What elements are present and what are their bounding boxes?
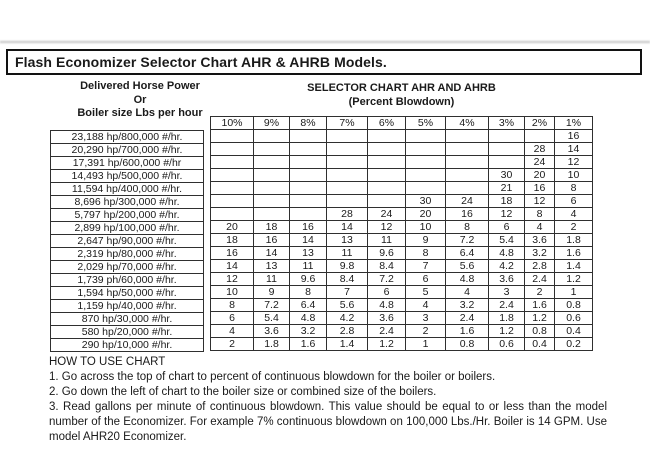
percent-header-cell: 1% bbox=[555, 117, 593, 130]
gpm-cell: 6 bbox=[406, 273, 446, 286]
gpm-cell bbox=[327, 156, 368, 169]
gpm-cell bbox=[254, 208, 290, 221]
boiler-size-label: 5,797 hp/200,000 #/hr. bbox=[51, 209, 204, 222]
boiler-size-label: 1,159 hp/40,000 #/hr. bbox=[51, 300, 204, 313]
gpm-row bbox=[211, 338, 593, 351]
gpm-row bbox=[211, 299, 593, 312]
gpm-cell bbox=[406, 169, 446, 182]
gpm-cell: 4.8 bbox=[446, 273, 489, 286]
gpm-cell: 1.6 bbox=[525, 299, 555, 312]
gpm-cell: 10 bbox=[211, 286, 254, 299]
gpm-cell: 1 bbox=[406, 338, 446, 351]
gpm-cell bbox=[446, 169, 489, 182]
gpm-cell: 0.8 bbox=[525, 325, 555, 338]
left-header-line1: Delivered Horse Power bbox=[80, 80, 200, 92]
boiler-size-table bbox=[50, 130, 204, 352]
gpm-cell bbox=[290, 130, 327, 143]
gpm-cell: 0.6 bbox=[555, 312, 593, 325]
gpm-cell: 6.4 bbox=[290, 299, 327, 312]
boiler-row bbox=[51, 222, 204, 235]
gpm-cell bbox=[446, 130, 489, 143]
gpm-cell bbox=[211, 130, 254, 143]
boiler-size-label: 1,594 hp/50,000 #/hr. bbox=[51, 287, 204, 300]
gpm-row bbox=[211, 234, 593, 247]
gpm-cell: 8 bbox=[446, 221, 489, 234]
boiler-size-label: 2,899 hp/100,000 #/hr. bbox=[51, 222, 204, 235]
gpm-cell: 0.8 bbox=[555, 299, 593, 312]
gpm-cell: 6 bbox=[368, 286, 406, 299]
gpm-cell bbox=[406, 156, 446, 169]
percent-header-cell: 6% bbox=[368, 117, 406, 130]
gpm-cell: 7.2 bbox=[446, 234, 489, 247]
gpm-cell bbox=[327, 182, 368, 195]
gpm-cell: 5.4 bbox=[254, 312, 290, 325]
gpm-cell bbox=[525, 130, 555, 143]
boiler-row bbox=[51, 261, 204, 274]
gpm-cell bbox=[368, 182, 406, 195]
gpm-cell: 5.4 bbox=[489, 234, 525, 247]
boiler-size-label: 2,647 hp/90,000 #/hr. bbox=[51, 235, 204, 248]
gpm-cell bbox=[290, 195, 327, 208]
percent-header-cell: 10% bbox=[211, 117, 254, 130]
gpm-row bbox=[211, 221, 593, 234]
boiler-row bbox=[51, 287, 204, 300]
boiler-row bbox=[51, 157, 204, 170]
gpm-cell bbox=[406, 182, 446, 195]
boiler-size-label: 20,290 hp/700,000 #/hr. bbox=[51, 144, 204, 157]
gpm-cell: 13 bbox=[290, 247, 327, 260]
gpm-cell: 3.6 bbox=[525, 234, 555, 247]
boiler-size-label: 2,029 hp/70,000 #/hr. bbox=[51, 261, 204, 274]
gpm-cell: 12 bbox=[555, 156, 593, 169]
gpm-cell: 7 bbox=[327, 286, 368, 299]
gpm-cell: 1 bbox=[555, 286, 593, 299]
gpm-cell bbox=[290, 169, 327, 182]
gpm-cell bbox=[446, 182, 489, 195]
gpm-cell: 4 bbox=[446, 286, 489, 299]
gpm-cell bbox=[406, 143, 446, 156]
gpm-cell: 1.6 bbox=[290, 338, 327, 351]
boiler-row bbox=[51, 209, 204, 222]
gpm-cell: 12 bbox=[368, 221, 406, 234]
instructions-heading: HOW TO USE CHART bbox=[49, 356, 166, 368]
gpm-cell: 8 bbox=[406, 247, 446, 260]
gpm-row bbox=[211, 325, 593, 338]
gpm-cell: 8 bbox=[211, 299, 254, 312]
boiler-row bbox=[51, 300, 204, 313]
gpm-cell: 1.8 bbox=[555, 234, 593, 247]
gpm-cell: 2.4 bbox=[525, 273, 555, 286]
percent-header-row bbox=[211, 117, 593, 130]
gpm-cell: 24 bbox=[525, 156, 555, 169]
gpm-cell: 7.2 bbox=[254, 299, 290, 312]
selector-header-line1: SELECTOR CHART AHR AND AHRB bbox=[307, 82, 496, 94]
gpm-cell bbox=[489, 143, 525, 156]
gpm-cell: 3.2 bbox=[525, 247, 555, 260]
gpm-cell: 9 bbox=[254, 286, 290, 299]
gpm-cell bbox=[368, 143, 406, 156]
selector-chart-header bbox=[210, 81, 593, 109]
left-header-line3: Boiler size Lbs per hour bbox=[77, 107, 203, 119]
boiler-row bbox=[51, 274, 204, 287]
gpm-cell: 12 bbox=[525, 195, 555, 208]
gpm-cell: 0.2 bbox=[555, 338, 593, 351]
selector-header-line2: (Percent Blowdown) bbox=[348, 96, 455, 108]
gpm-cell bbox=[254, 156, 290, 169]
gpm-cell: 8 bbox=[290, 286, 327, 299]
instruction-item-3: 3. Read gallons per minute of continuous blowdown. This value should be equal to or less than the model number of the Economizer. For example 7% continuous blowdown on 100,000 Lbs./Hr. Boiler is 14 GPM. Use model AHR20 Economizer. bbox=[49, 401, 607, 443]
gpm-row bbox=[211, 273, 593, 286]
gpm-cell: 6 bbox=[211, 312, 254, 325]
gpm-cell: 2.4 bbox=[368, 325, 406, 338]
gpm-cell: 3.2 bbox=[446, 299, 489, 312]
gpm-cell: 2 bbox=[211, 338, 254, 351]
gpm-cell: 8.4 bbox=[327, 273, 368, 286]
gpm-cell: 13 bbox=[327, 234, 368, 247]
gpm-row bbox=[211, 260, 593, 273]
gpm-cell: 1.6 bbox=[446, 325, 489, 338]
gpm-cell bbox=[211, 169, 254, 182]
gpm-cell: 20 bbox=[211, 221, 254, 234]
gpm-cell bbox=[290, 143, 327, 156]
gpm-row bbox=[211, 130, 593, 143]
gpm-cell: 3.6 bbox=[254, 325, 290, 338]
gpm-cell: 16 bbox=[525, 182, 555, 195]
percent-header-cell: 7% bbox=[327, 117, 368, 130]
percent-header-cell: 3% bbox=[489, 117, 525, 130]
gpm-cell: 4.8 bbox=[368, 299, 406, 312]
title-box bbox=[6, 49, 642, 75]
gpm-row bbox=[211, 312, 593, 325]
boiler-size-label: 11,594 hp/400,000 #/hr. bbox=[51, 183, 204, 196]
gpm-cell: 0.4 bbox=[525, 338, 555, 351]
gpm-cell: 20 bbox=[525, 169, 555, 182]
boiler-row bbox=[51, 170, 204, 183]
boiler-size-label: 580 hp/20,000 #/hr. bbox=[51, 326, 204, 339]
left-column-header bbox=[50, 80, 230, 121]
gpm-cell: 4.2 bbox=[327, 312, 368, 325]
gpm-cell: 1.2 bbox=[555, 273, 593, 286]
boiler-row bbox=[51, 235, 204, 248]
gpm-cell: 9.8 bbox=[327, 260, 368, 273]
left-header-line2: Or bbox=[133, 93, 147, 106]
gpm-cell: 0.6 bbox=[489, 338, 525, 351]
gpm-cell: 0.4 bbox=[555, 325, 593, 338]
gpm-cell: 28 bbox=[327, 208, 368, 221]
gpm-row bbox=[211, 195, 593, 208]
gpm-cell bbox=[211, 182, 254, 195]
gpm-cell: 0.8 bbox=[446, 338, 489, 351]
gpm-cell: 2 bbox=[555, 221, 593, 234]
blowdown-grid-body bbox=[211, 130, 593, 351]
gpm-cell: 12 bbox=[211, 273, 254, 286]
gpm-cell: 14 bbox=[211, 260, 254, 273]
gpm-cell: 24 bbox=[368, 208, 406, 221]
gpm-cell: 18 bbox=[489, 195, 525, 208]
gpm-cell: 7.2 bbox=[368, 273, 406, 286]
gpm-cell: 11 bbox=[290, 260, 327, 273]
gpm-cell: 4 bbox=[555, 208, 593, 221]
gpm-row bbox=[211, 208, 593, 221]
boiler-row bbox=[51, 339, 204, 352]
gpm-cell bbox=[327, 195, 368, 208]
gpm-cell: 3 bbox=[489, 286, 525, 299]
gpm-cell: 1.2 bbox=[489, 325, 525, 338]
blowdown-grid-table bbox=[210, 116, 593, 351]
gpm-cell: 30 bbox=[489, 169, 525, 182]
gpm-cell: 1.8 bbox=[489, 312, 525, 325]
boiler-size-label: 290 hp/10,000 #/hr. bbox=[51, 339, 204, 352]
gpm-cell: 3.6 bbox=[489, 273, 525, 286]
gpm-cell: 4.8 bbox=[290, 312, 327, 325]
gpm-cell bbox=[489, 156, 525, 169]
how-to-use-section bbox=[49, 355, 607, 445]
gpm-cell: 1.2 bbox=[368, 338, 406, 351]
boiler-size-label: 14,493 hp/500,000 #/hr. bbox=[51, 170, 204, 183]
boiler-size-table-body bbox=[51, 131, 204, 352]
gpm-cell bbox=[446, 156, 489, 169]
boiler-row bbox=[51, 313, 204, 326]
gpm-cell: 9 bbox=[406, 234, 446, 247]
gpm-cell bbox=[368, 130, 406, 143]
gpm-cell: 2.4 bbox=[446, 312, 489, 325]
gpm-cell bbox=[290, 208, 327, 221]
boiler-size-label: 23,188 hp/800,000 #/hr. bbox=[51, 131, 204, 144]
gpm-cell bbox=[368, 156, 406, 169]
percent-header-cell: 2% bbox=[525, 117, 555, 130]
gpm-cell bbox=[327, 130, 368, 143]
gpm-cell: 2.8 bbox=[525, 260, 555, 273]
gpm-cell: 11 bbox=[327, 247, 368, 260]
gpm-cell: 6 bbox=[489, 221, 525, 234]
gpm-cell bbox=[368, 169, 406, 182]
gpm-cell: 18 bbox=[211, 234, 254, 247]
gpm-cell: 14 bbox=[254, 247, 290, 260]
gpm-cell: 14 bbox=[327, 221, 368, 234]
gpm-cell: 1.8 bbox=[254, 338, 290, 351]
gpm-cell: 4 bbox=[211, 325, 254, 338]
gpm-cell bbox=[211, 143, 254, 156]
gpm-cell: 10 bbox=[555, 169, 593, 182]
gpm-cell bbox=[290, 156, 327, 169]
gpm-cell: 11 bbox=[368, 234, 406, 247]
gpm-cell bbox=[327, 143, 368, 156]
boiler-row bbox=[51, 196, 204, 209]
gpm-cell: 1.4 bbox=[555, 260, 593, 273]
percent-header-cell: 8% bbox=[290, 117, 327, 130]
gpm-cell: 3.2 bbox=[290, 325, 327, 338]
gpm-cell: 13 bbox=[254, 260, 290, 273]
gpm-cell: 1.6 bbox=[555, 247, 593, 260]
gpm-cell: 2.8 bbox=[327, 325, 368, 338]
gpm-cell: 4 bbox=[406, 299, 446, 312]
gpm-cell: 14 bbox=[555, 143, 593, 156]
boiler-size-label: 17,391 hp/600,000 #/hr bbox=[51, 157, 204, 170]
boiler-size-label: 870 hp/30,000 #/hr. bbox=[51, 313, 204, 326]
gpm-cell: 16 bbox=[254, 234, 290, 247]
gpm-cell: 18 bbox=[254, 221, 290, 234]
gpm-cell: 12 bbox=[489, 208, 525, 221]
gpm-cell bbox=[368, 195, 406, 208]
gpm-cell: 6 bbox=[555, 195, 593, 208]
gpm-cell: 28 bbox=[525, 143, 555, 156]
gpm-cell bbox=[446, 143, 489, 156]
gpm-cell: 8.4 bbox=[368, 260, 406, 273]
gpm-cell: 30 bbox=[406, 195, 446, 208]
gpm-cell bbox=[211, 208, 254, 221]
gpm-cell bbox=[254, 195, 290, 208]
gpm-row bbox=[211, 247, 593, 260]
gpm-cell: 1.4 bbox=[327, 338, 368, 351]
gpm-cell: 14 bbox=[290, 234, 327, 247]
percent-header-cell: 4% bbox=[446, 117, 489, 130]
boiler-size-label: 8,696 hp/300,000 #/hr. bbox=[51, 196, 204, 209]
gpm-cell: 10 bbox=[406, 221, 446, 234]
boiler-size-label: 2,319 hp/80,000 #/hr. bbox=[51, 248, 204, 261]
gpm-cell: 24 bbox=[446, 195, 489, 208]
boiler-row bbox=[51, 144, 204, 157]
gpm-cell: 4.8 bbox=[489, 247, 525, 260]
gpm-cell bbox=[327, 169, 368, 182]
gpm-cell: 6.4 bbox=[446, 247, 489, 260]
gpm-cell: 11 bbox=[254, 273, 290, 286]
gpm-cell: 1.2 bbox=[525, 312, 555, 325]
gpm-cell: 4.2 bbox=[489, 260, 525, 273]
boiler-size-label: 1,739 ph/60,000 #/hr. bbox=[51, 274, 204, 287]
boiler-row bbox=[51, 248, 204, 261]
percent-header-cell: 9% bbox=[254, 117, 290, 130]
gpm-cell bbox=[489, 130, 525, 143]
gpm-cell: 16 bbox=[211, 247, 254, 260]
gpm-cell bbox=[406, 130, 446, 143]
gpm-row bbox=[211, 286, 593, 299]
gpm-cell: 16 bbox=[555, 130, 593, 143]
gpm-cell: 2 bbox=[406, 325, 446, 338]
scan-artifact-line bbox=[0, 40, 650, 44]
gpm-row bbox=[211, 156, 593, 169]
gpm-cell bbox=[254, 169, 290, 182]
gpm-cell: 8 bbox=[555, 182, 593, 195]
page-title: Flash Economizer Selector Chart AHR & AHRB Models. bbox=[15, 54, 387, 70]
boiler-row bbox=[51, 183, 204, 196]
gpm-cell: 5 bbox=[406, 286, 446, 299]
gpm-cell: 16 bbox=[290, 221, 327, 234]
gpm-cell: 21 bbox=[489, 182, 525, 195]
gpm-cell bbox=[290, 182, 327, 195]
boiler-row bbox=[51, 326, 204, 339]
gpm-cell: 3.6 bbox=[368, 312, 406, 325]
gpm-cell: 2.4 bbox=[489, 299, 525, 312]
gpm-cell bbox=[254, 130, 290, 143]
gpm-row bbox=[211, 169, 593, 182]
gpm-cell bbox=[254, 182, 290, 195]
gpm-cell: 5.6 bbox=[446, 260, 489, 273]
gpm-cell bbox=[211, 156, 254, 169]
gpm-cell: 7 bbox=[406, 260, 446, 273]
gpm-cell: 4 bbox=[525, 221, 555, 234]
instruction-item-1: 1. Go across the top of chart to percent of continuous blowdown for the boiler or boilers. bbox=[49, 371, 496, 383]
gpm-row bbox=[211, 143, 593, 156]
gpm-row bbox=[211, 182, 593, 195]
gpm-cell: 3 bbox=[406, 312, 446, 325]
percent-header-cell: 5% bbox=[406, 117, 446, 130]
gpm-cell bbox=[211, 195, 254, 208]
gpm-cell: 16 bbox=[446, 208, 489, 221]
gpm-cell: 8 bbox=[525, 208, 555, 221]
gpm-cell bbox=[254, 143, 290, 156]
gpm-cell: 9.6 bbox=[368, 247, 406, 260]
instruction-item-2: 2. Go down the left of chart to the boiler size or combined size of the boilers. bbox=[49, 386, 437, 398]
gpm-cell: 2 bbox=[525, 286, 555, 299]
gpm-cell: 5.6 bbox=[327, 299, 368, 312]
gpm-cell: 20 bbox=[406, 208, 446, 221]
boiler-row bbox=[51, 131, 204, 144]
gpm-cell: 9.6 bbox=[290, 273, 327, 286]
